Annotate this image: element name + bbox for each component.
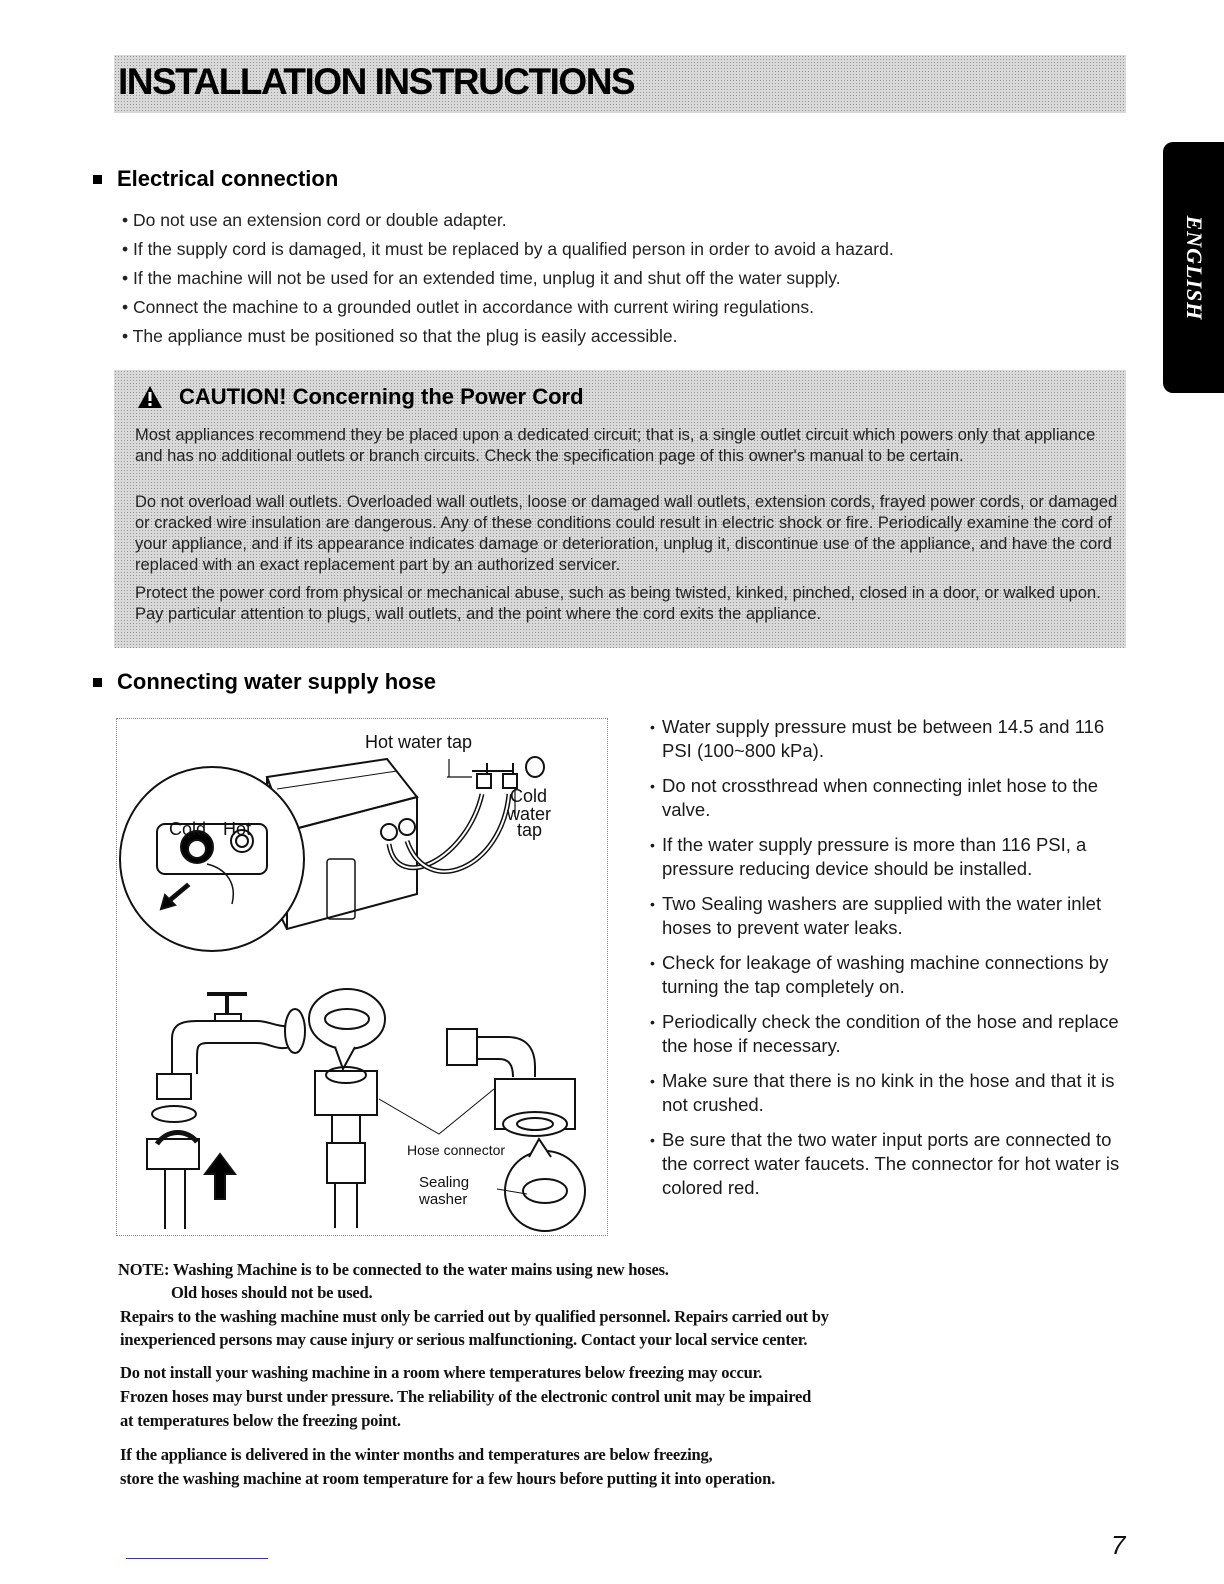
caution-paragraph: Do not overload wall outlets. Overloaded wall outlets, loose or damaged wall outlets, extension cords, frayed power cords, or damaged or cracked wire insulation are dangerous. Any of these conditions could result in electric shock or fire. Periodically examine the cord of your appliance, and if its appearance indicates damage or deterioration, unplug it, discontinue use of the appliance, and have the cord replaced with an exact replacement part by an authorized servicer.: [135, 493, 1118, 574]
caution-title: [137, 384, 584, 410]
list-item: • Connect the machine to a grounded outlet in accordance with current wiring regulations.: [122, 297, 814, 317]
note-line: Old hoses should not be used.: [171, 1283, 373, 1302]
square-bullet-icon: [93, 175, 102, 184]
sealing-washer-label-line2: washer: [419, 1191, 468, 1208]
footer-link-underline: [126, 1558, 268, 1559]
freezing-line: Frozen hoses may burst under pressure. The reliability of the electronic control unit may be impaired: [120, 1387, 812, 1406]
electrical-heading-text: Electrical connection: [117, 166, 339, 191]
list-item: • Do not use an extension cord or double adapter.: [122, 210, 507, 230]
list-item: • Two Sealing washers are supplied with the water inlet hoses to prevent water leaks.: [650, 892, 1130, 940]
cold-water-tap-label-line2: water: [507, 804, 552, 824]
caution-paragraph: Most appliances recommend they be placed upon a dedicated circuit; that is, a single outlet circuit which powers only that appliance and has no additional outlets or branch circuits. Check the specification page of this owner's manual to be certain.: [135, 426, 1096, 465]
cold-water-tap-label-line1: Cold: [510, 786, 548, 806]
list-item: • Do not crossthread when connecting inlet hose to the valve.: [650, 774, 1130, 822]
square-bullet-icon: [93, 678, 102, 687]
list-item: • Check for leakage of washing machine connections by turning the tap completely on.: [650, 951, 1130, 999]
hose-connector-label: Hose connector: [407, 1142, 506, 1158]
hot-port-label: Hot: [223, 819, 252, 839]
list-item: • Water supply pressure must be between 14.5 and 116 PSI (100~800 kPa).: [650, 715, 1130, 763]
language-tab-label: ENGLISH: [1181, 215, 1207, 320]
list-item: • Make sure that there is no kink in the hose and that it is not crushed.: [650, 1069, 1130, 1117]
winter-line: store the washing machine at room temperature for a few hours before putting it into operation.: [120, 1469, 775, 1488]
freezing-line: Do not install your washing machine in a room where temperatures below freezing may occur.: [120, 1363, 763, 1382]
hose-installation-figure: [116, 718, 608, 1236]
electrical-bullet-list: [122, 208, 894, 353]
water-bullet-list: [650, 715, 1130, 1211]
repairs-line: inexperienced persons may cause injury or serious malfunctioning. Contact your local service center.: [120, 1330, 808, 1349]
winter-line: If the appliance is delivered in the winter months and temperatures are below freezing,: [120, 1445, 713, 1464]
sealing-washer-label-line1: Sealing: [419, 1174, 470, 1191]
cold-port-label: Cold: [169, 819, 207, 839]
freezing-line: at temperatures below the freezing point.: [120, 1411, 401, 1430]
list-item: • The appliance must be positioned so that the plug is easily accessible.: [122, 326, 678, 346]
cold-water-tap-label-line3: tap: [517, 820, 543, 840]
language-tab: [1163, 142, 1224, 393]
warning-triangle-icon: [137, 385, 163, 409]
list-item: • If the water supply pressure is more than 116 PSI, a pressure reducing device should be installed.: [650, 833, 1130, 881]
water-heading-text: Connecting water supply hose: [117, 669, 437, 694]
electrical-section-heading: [93, 166, 338, 192]
caution-paragraph: Protect the power cord from physical or mechanical abuse, such as being twisted, kinked, pinched, closed in a door, or walked upon. Pay particular attention to plugs, wall outlets, and the point where the cord exits the appliance.: [135, 584, 1101, 623]
list-item: • If the machine will not be used for an extended time, unplug it and shut off the water supply.: [122, 268, 841, 288]
page-title: INSTALLATION INSTRUCTIONS: [118, 61, 635, 102]
list-item: • If the supply cord is damaged, it must be replaced by a qualified person in order to avoid a hazard.: [122, 239, 894, 259]
list-item: • Periodically check the condition of the hose and replace the hose if necessary.: [650, 1010, 1130, 1058]
repairs-line: Repairs to the washing machine must only be carried out by qualified personnel. Repairs carried out by: [120, 1307, 829, 1326]
list-item: • Be sure that the two water input ports are connected to the correct water faucets. The connector for hot water is colored red.: [650, 1128, 1130, 1200]
hot-water-tap-label: Hot water tap: [365, 732, 473, 752]
note-line: NOTE: Washing Machine is to be connected to the water mains using new hoses.: [118, 1260, 669, 1279]
caution-title-text: CAUTION! Concerning the Power Cord: [179, 384, 584, 409]
page-number: 7: [1111, 1530, 1126, 1560]
water-section-heading: [93, 669, 436, 695]
